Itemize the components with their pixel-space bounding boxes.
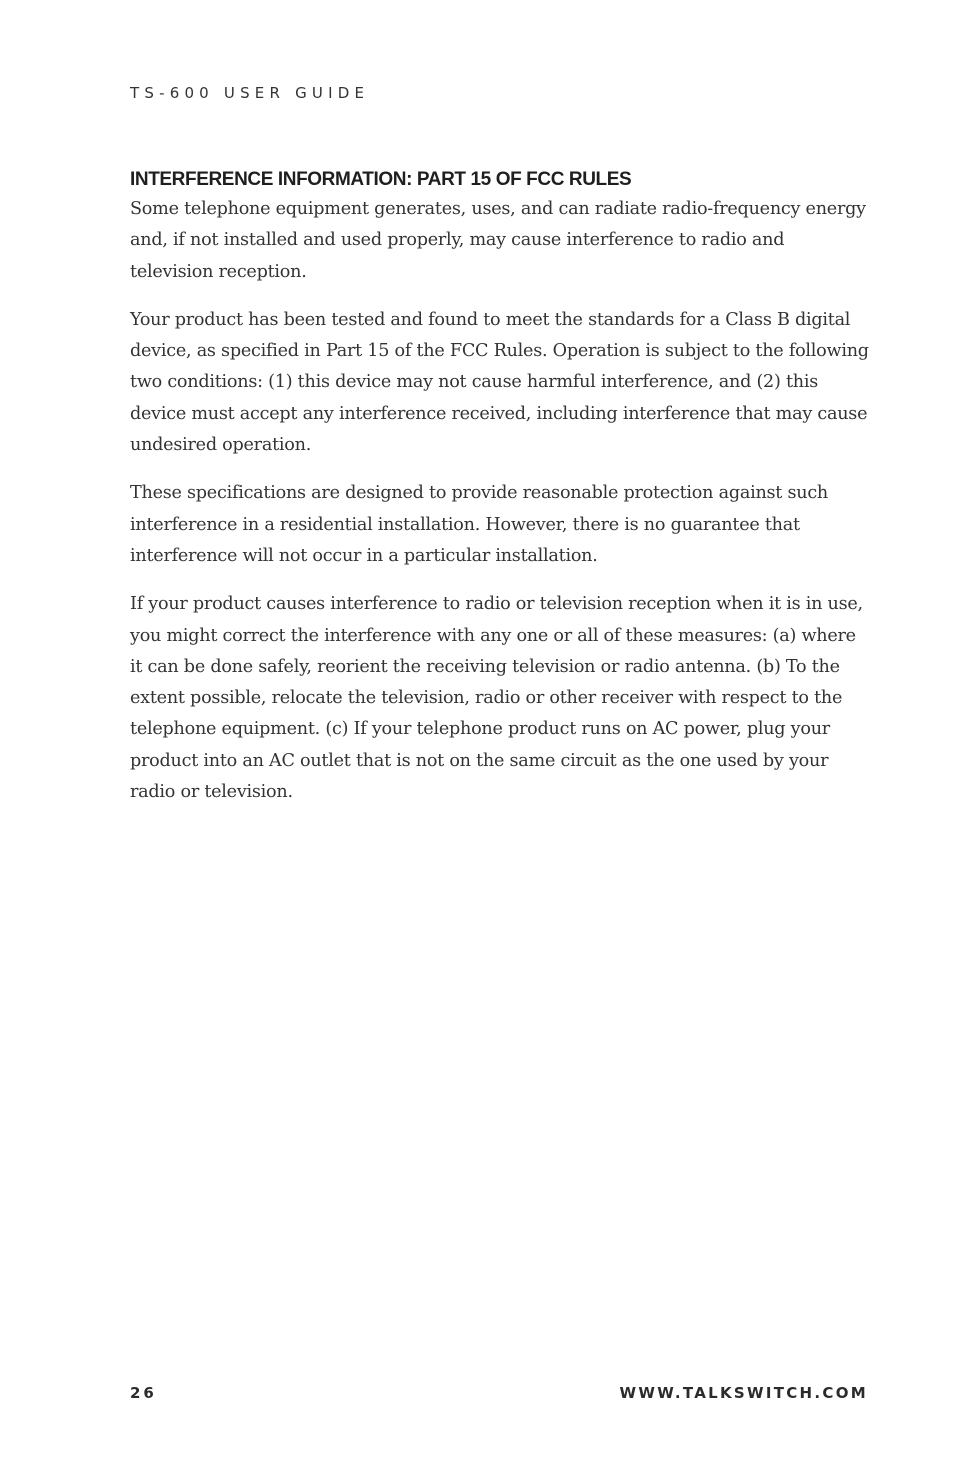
paragraph-rf-energy: Some telephone equipment generates, uses, and can radiate radio-frequency energy and, if not installed and used properly, may cause interference to radio and television reception.	[130, 199, 866, 282]
paragraph-class-b-compliance: Your product has been tested and found to meet the standards for a Class B digital device, as specified in Part 15 of the FCC Rules. Operation is subject to the following two conditions: (1) this device may not cause harmful interference, and (2) this device must accept any interference received, including interference that may cause undesired operation.	[130, 309, 869, 456]
section-title: INTERFERENCE INFORMATION: PART 15 OF FCC RULES	[130, 169, 632, 190]
paragraph-corrective-measures: If your product causes interference to radio or television reception when it is in use, you might correct the interference with any one or all of these measures: (a) where it can be done safely, reorient the receiving television or radio antenna. (b) To the extent possible, relocate the television, radio or other receiver with respect to the telephone equipment. (c) If your telephone product runs on AC power, plug your product into an AC outlet that is not on the same circuit as the one used by your radio or television.	[130, 594, 863, 803]
running-header: TS-600 USER GUIDE	[130, 84, 370, 102]
page-number: 26	[130, 1384, 157, 1402]
footer-website: WWW.TALKSWITCH.COM	[619, 1384, 868, 1402]
main-content	[130, 166, 870, 825]
paragraph-protection-specs: These specifications are designed to provide reasonable protection against such interference in a residential installation. However, there is no guarantee that interference will not occur in a particular installation.	[130, 483, 829, 566]
